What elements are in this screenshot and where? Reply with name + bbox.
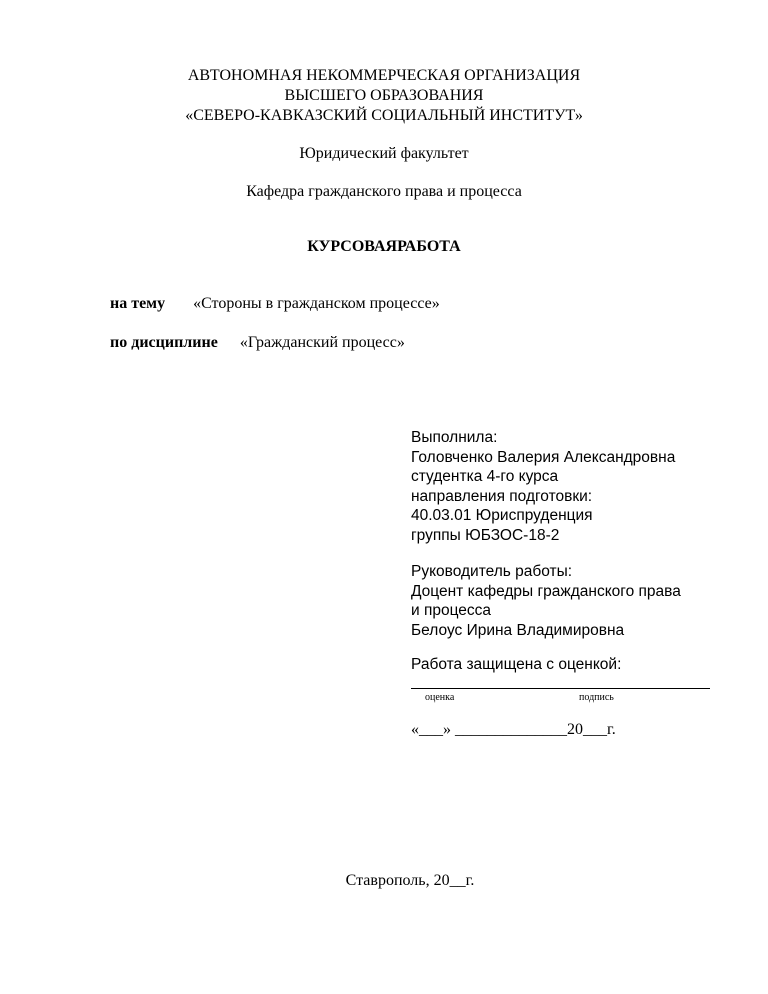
author-direction: 40.03.01 Юриспруденция <box>411 507 593 524</box>
faculty: Юридический факультет <box>299 145 469 162</box>
author-block <box>411 428 675 545</box>
supervisor-heading: Руководитель работы: <box>411 563 573 580</box>
document-title: КУРСОВАЯРАБОТА <box>307 238 461 255</box>
grade-signature-line <box>411 688 710 689</box>
discipline-row <box>110 333 405 353</box>
org-line-2: ВЫСШЕГО ОБРАЗОВАНИЯ <box>284 87 484 104</box>
topic-value: «Стороны в гражданском процессе» <box>193 295 440 312</box>
discipline-label: по дисциплине <box>110 334 218 351</box>
topic-label: на тему <box>110 295 166 312</box>
author-direction-label: направления подготовки: <box>411 487 593 505</box>
org-line-3: «СЕВЕРО-КАВКАЗСКИЙ СОЦИАЛЬНЫЙ ИНСТИТУТ» <box>185 107 583 124</box>
author-name: Головченко Валерия Александровна <box>411 448 676 466</box>
signature-caption: подпись <box>579 692 614 703</box>
defense-date-line: «___» ______________20___г. <box>411 721 616 738</box>
supervisor-position-1: Доцент кафедры гражданского права <box>411 582 681 600</box>
department: Кафедра гражданского права и процесса <box>246 183 522 200</box>
supervisor-block <box>411 562 681 640</box>
author-group: группы ЮБЗОС-18-2 <box>411 526 560 544</box>
org-line-1: АВТОНОМНАЯ НЕКОММЕРЧЕСКАЯ ОРГАНИЗАЦИЯ <box>187 67 581 84</box>
city-year: Ставрополь, 20__г. <box>345 872 475 889</box>
discipline-value: «Гражданский процесс» <box>239 334 405 351</box>
supervisor-position-2: и процесса <box>411 602 492 619</box>
author-heading: Выполнила: <box>411 429 498 446</box>
supervisor-name: Белоус Ирина Владимировна <box>411 621 625 639</box>
topic-row <box>110 294 440 314</box>
defense-heading: Работа защищена с оценкой: <box>411 656 622 673</box>
author-course: студентка 4-го курса <box>411 468 559 485</box>
grade-caption: оценка <box>425 692 455 703</box>
